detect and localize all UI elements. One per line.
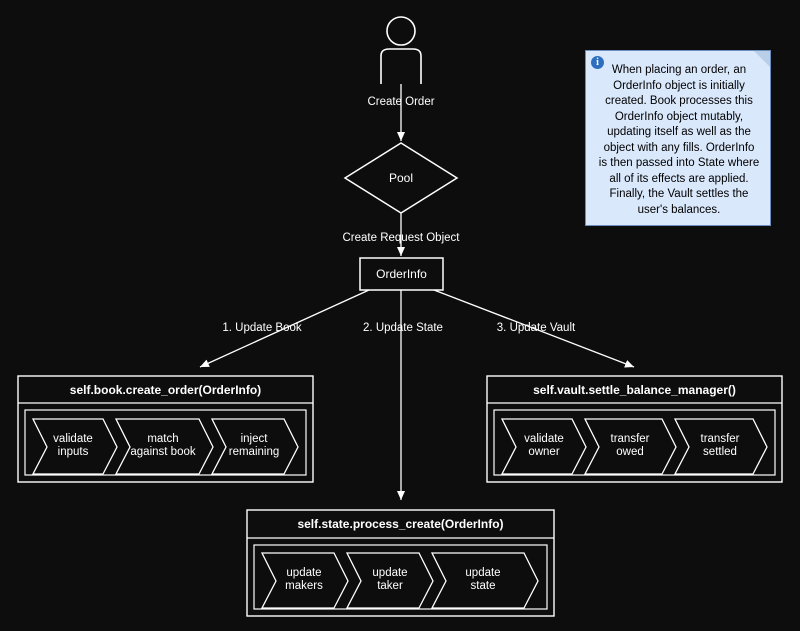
pool-node-label: Pool [388, 171, 414, 185]
book-step-1-label [37, 433, 109, 459]
vault-step-1-line2: owner [528, 446, 560, 458]
book-step-1-line2: inputs [57, 446, 89, 458]
vault-step-1-line1: validate [524, 433, 564, 445]
state-group-title: self.state.process_create(OrderInfo) [297, 517, 504, 531]
state-step-2-line2: taker [377, 580, 403, 592]
vault-step-3-line2: settled [703, 446, 737, 458]
state-step-1-line2: makers [285, 580, 323, 592]
state-step-3-line1: update [465, 567, 501, 579]
edge-label-create-request-object: Create Request Object [342, 232, 460, 244]
state-step-2-label [352, 567, 428, 593]
actor-icon [381, 17, 421, 84]
vault-step-3-label [681, 433, 759, 459]
edge-label-update-book: 1. Update Book [222, 322, 302, 334]
book-step-1-line1: validate [53, 433, 93, 445]
book-step-3-line1: inject [240, 433, 268, 445]
book-step-2-label [120, 433, 206, 459]
note-text: When placing an order, an OrderInfo object is initially created. Book processes this OrderInfo object mutably, updating itself as well as the object with any fills. OrderInfo is then passed into State where all of its effects are applied. Finally, the Vault settles the user's balances. [598, 64, 760, 216]
book-step-3-label [216, 433, 292, 459]
info-note [585, 50, 771, 226]
vault-step-3-line1: transfer [700, 433, 740, 445]
edge-label-create-order: Create Order [367, 96, 435, 108]
book-step-3-line2: remaining [228, 446, 280, 458]
state-step-2-line1: update [372, 567, 408, 579]
state-step-1-label [266, 567, 342, 593]
info-icon: i [591, 56, 604, 69]
order-info-node-label: OrderInfo [376, 267, 427, 281]
vault-step-2-line2: owed [616, 446, 644, 458]
edge-label-update-state: 2. Update State [363, 322, 443, 334]
state-step-1-line1: update [286, 567, 322, 579]
book-step-2-line1: match [147, 433, 179, 445]
vault-step-1-label [506, 433, 582, 459]
vault-step-2-line1: transfer [610, 433, 650, 445]
book-step-2-line2: against book [130, 446, 196, 458]
vault-group-title: self.vault.settle_balance_manager() [533, 383, 736, 397]
book-group-title: self.book.create_order(OrderInfo) [69, 383, 262, 397]
state-step-3-line2: state [470, 580, 496, 592]
state-step-3-label [443, 567, 523, 593]
vault-step-2-label [591, 433, 669, 459]
edge-label-update-vault: 3. Update Vault [496, 322, 576, 334]
